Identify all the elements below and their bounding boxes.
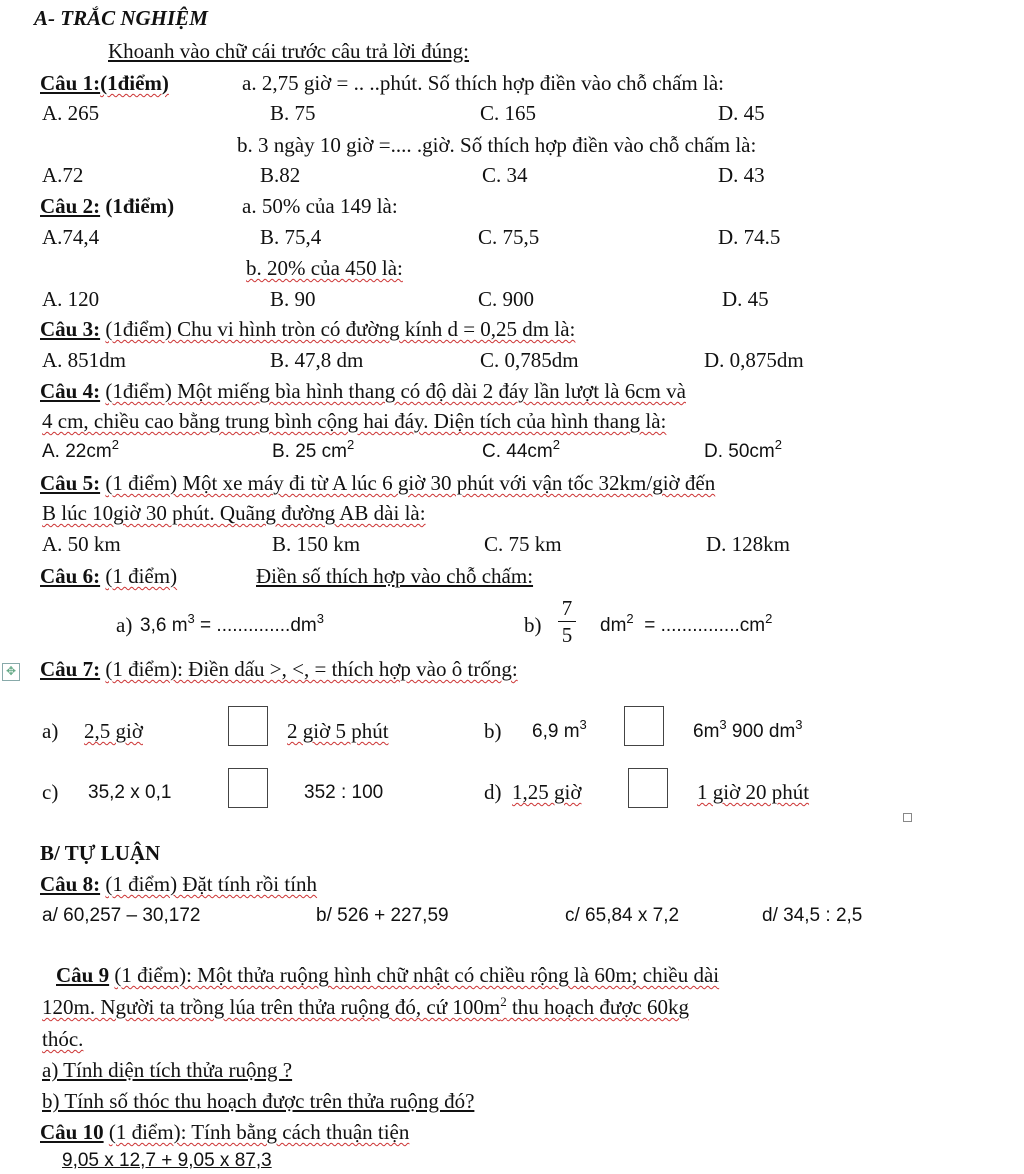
question-9 (56, 962, 719, 988)
q7-d-left: 1,25 giờ (512, 780, 582, 804)
question-9-text-cont: 120m. Người ta trồng lúa trên thửa ruộng đó, cứ $100m^2$ thu hoạch được 60kg (42, 994, 689, 1019)
question-3 (40, 316, 575, 342)
question-1-header (40, 70, 169, 96)
q7-a-label: a) (42, 719, 59, 743)
compare-box-d[interactable] (628, 768, 668, 808)
q7-a-right: 2 giờ 5 phút (287, 719, 389, 743)
question-label: Câu 3: (40, 317, 101, 341)
question-label: Câu 7: (40, 657, 101, 681)
option-c[interactable]: C. 900 (478, 287, 535, 311)
q7-b-right: $6m^3$ 900 $dm^3$ (693, 717, 803, 742)
option-a[interactable]: A. 265 (42, 101, 100, 125)
question-label: Câu 8: (40, 872, 101, 896)
question-2b-text: b. 20% của 450 là: (246, 256, 403, 280)
option-b[interactable]: B.82 (260, 163, 301, 187)
question-7-text: (1 điểm): Điền dấu >, <, = thích hợp vào ô trống: (105, 657, 518, 681)
compare-box-a[interactable] (228, 706, 268, 746)
q7-d-right: 1 giờ 20 phút (697, 780, 810, 804)
q7-a-left: 2,5 giờ (84, 719, 143, 743)
option-a[interactable]: A. 50 km (42, 532, 121, 556)
option-b[interactable]: B. 25 $cm^2$ (272, 437, 355, 462)
question-2a-text: a. 50% của 149 là: (242, 194, 398, 218)
option-d[interactable]: D. $50cm^2$ (704, 437, 782, 462)
q7-c-right: 352 : 100 (304, 782, 384, 803)
question-10-text: (1 điểm): Tính bằng cách thuận tiện (108, 1120, 410, 1144)
question-9-text-end: thóc. (42, 1027, 84, 1051)
option-c[interactable]: C. $44cm^2$ (482, 437, 560, 462)
question-10-expr: 9,05 x 12,7 + 9,05 x 87,3 (62, 1150, 272, 1171)
points: (1điểm) (100, 71, 169, 95)
question-1b-text: b. 3 ngày 10 giờ =.... .giờ. Số thích hợp điền vào chỗ chấm là: (237, 133, 757, 157)
question-6-text: Điền số thích hợp vào chỗ chấm: (256, 564, 534, 588)
question-label: Câu 6: (40, 564, 101, 588)
points: (1 điểm) (105, 564, 178, 588)
compare-box-c[interactable] (228, 768, 268, 808)
question-2-header (40, 193, 174, 219)
question-8 (40, 871, 317, 897)
q6-b-label: b) (524, 613, 542, 637)
question-9-text: (1 điểm): Một thửa ruộng hình chữ nhật có chiều rộng là 60m; chiều dài (114, 963, 720, 987)
question-4-text-cont: 4 cm, chiều cao bằng trung bình cộng hai đáy. Diện tích của hình thang là: (42, 409, 667, 433)
q8-item-b: b/ 526 + 227,59 (316, 905, 449, 926)
option-d[interactable]: D. 128km (706, 532, 790, 556)
option-c[interactable]: C. 0,785dm (480, 348, 579, 372)
option-a[interactable]: A. 851dm (42, 348, 126, 372)
option-b[interactable]: B. 47,8 dm (270, 348, 364, 372)
question-label: Câu 1: (40, 71, 101, 95)
points: (1điểm) (105, 194, 175, 218)
question-8-text: (1 điểm) Đặt tính rồi tính (105, 872, 318, 896)
option-a[interactable]: A. 120 (42, 287, 100, 311)
option-d[interactable]: D. 74.5 (718, 225, 781, 249)
option-b[interactable]: B. 150 km (272, 532, 361, 556)
question-1a-text: a. 2,75 giờ = .. ..phút. Số thích hợp điền vào chỗ chấm là: (242, 71, 724, 95)
compare-box-b[interactable] (624, 706, 664, 746)
question-3-text: (1điểm) Chu vi hình tròn có đường kính d = 0,25 dm là: (105, 317, 576, 341)
q8-item-d: d/ 34,5 : 2,5 (762, 905, 863, 926)
question-10 (40, 1119, 409, 1145)
option-a[interactable]: A. $22cm^2$ (42, 437, 119, 462)
option-b[interactable]: B. 75,4 (260, 225, 322, 249)
q6-a-label: a) (116, 613, 133, 637)
option-d[interactable]: D. 0,875dm (704, 348, 804, 372)
question-label: Câu 5: (40, 471, 101, 495)
fraction-7-5: 7 5 (555, 596, 579, 647)
option-b[interactable]: B. 90 (270, 287, 316, 311)
q7-c-left: 35,2 x 0,1 (88, 782, 172, 803)
option-d[interactable]: D. 45 (718, 101, 765, 125)
small-square-marker (903, 813, 912, 822)
q7-d-label: d) (484, 780, 502, 804)
option-d[interactable]: D. 43 (718, 163, 765, 187)
question-label: Câu 9 (56, 963, 110, 987)
q6-b-expr: $dm^2 = ...............cm^2$ (600, 611, 773, 636)
section-b-title: B/ TỰ LUẬN (40, 841, 161, 865)
q7-b-left: 6,9 $m^3$ (532, 717, 587, 742)
question-label: Câu 10 (40, 1120, 104, 1144)
option-b[interactable]: B. 75 (270, 101, 316, 125)
question-9b: b) Tính số thóc thu hoạch được trên thửa ruộng đó? (42, 1089, 475, 1113)
option-d[interactable]: D. 45 (722, 287, 769, 311)
q8-item-a: a/ 60,257 – 30,172 (42, 905, 201, 926)
option-a[interactable]: A.72 (42, 163, 84, 187)
instruction: Khoanh vào chữ cái trước câu trả lời đúng: (108, 39, 470, 63)
question-4 (40, 378, 686, 404)
q7-c-label: c) (42, 780, 59, 804)
question-9a: a) Tính diện tích thửa ruộng ? (42, 1058, 293, 1082)
question-5-text-cont: B lúc 10giờ 30 phút. Quãng đường AB dài là: (42, 501, 426, 525)
question-7 (40, 656, 518, 682)
question-5 (40, 470, 715, 496)
option-c[interactable]: C. 165 (480, 101, 537, 125)
question-4-text: (1điểm) Một miếng bìa hình thang có độ dài 2 đáy lần lượt là 6cm và (105, 379, 686, 403)
option-c[interactable]: C. 75,5 (478, 225, 540, 249)
section-a-title: A- TRẮC NGHIỆM (34, 6, 208, 30)
question-5-text: (1 điểm) Một xe máy đi từ A lúc 6 giờ 30 phút với vận tốc 32km/giờ đến (105, 471, 716, 495)
q8-item-c: c/ 65,84 x 7,2 (565, 905, 680, 926)
question-6 (40, 563, 177, 589)
question-label: Câu 2: (40, 194, 101, 218)
option-a[interactable]: A.74,4 (42, 225, 100, 249)
option-c[interactable]: C. 34 (482, 163, 528, 187)
q6-a-expr: 3,6 $m^3 = ..............dm^3$ (140, 611, 324, 636)
move-anchor-icon[interactable]: ✥ (2, 663, 20, 681)
q7-b-label: b) (484, 719, 502, 743)
option-c[interactable]: C. 75 km (484, 532, 562, 556)
question-label: Câu 4: (40, 379, 101, 403)
